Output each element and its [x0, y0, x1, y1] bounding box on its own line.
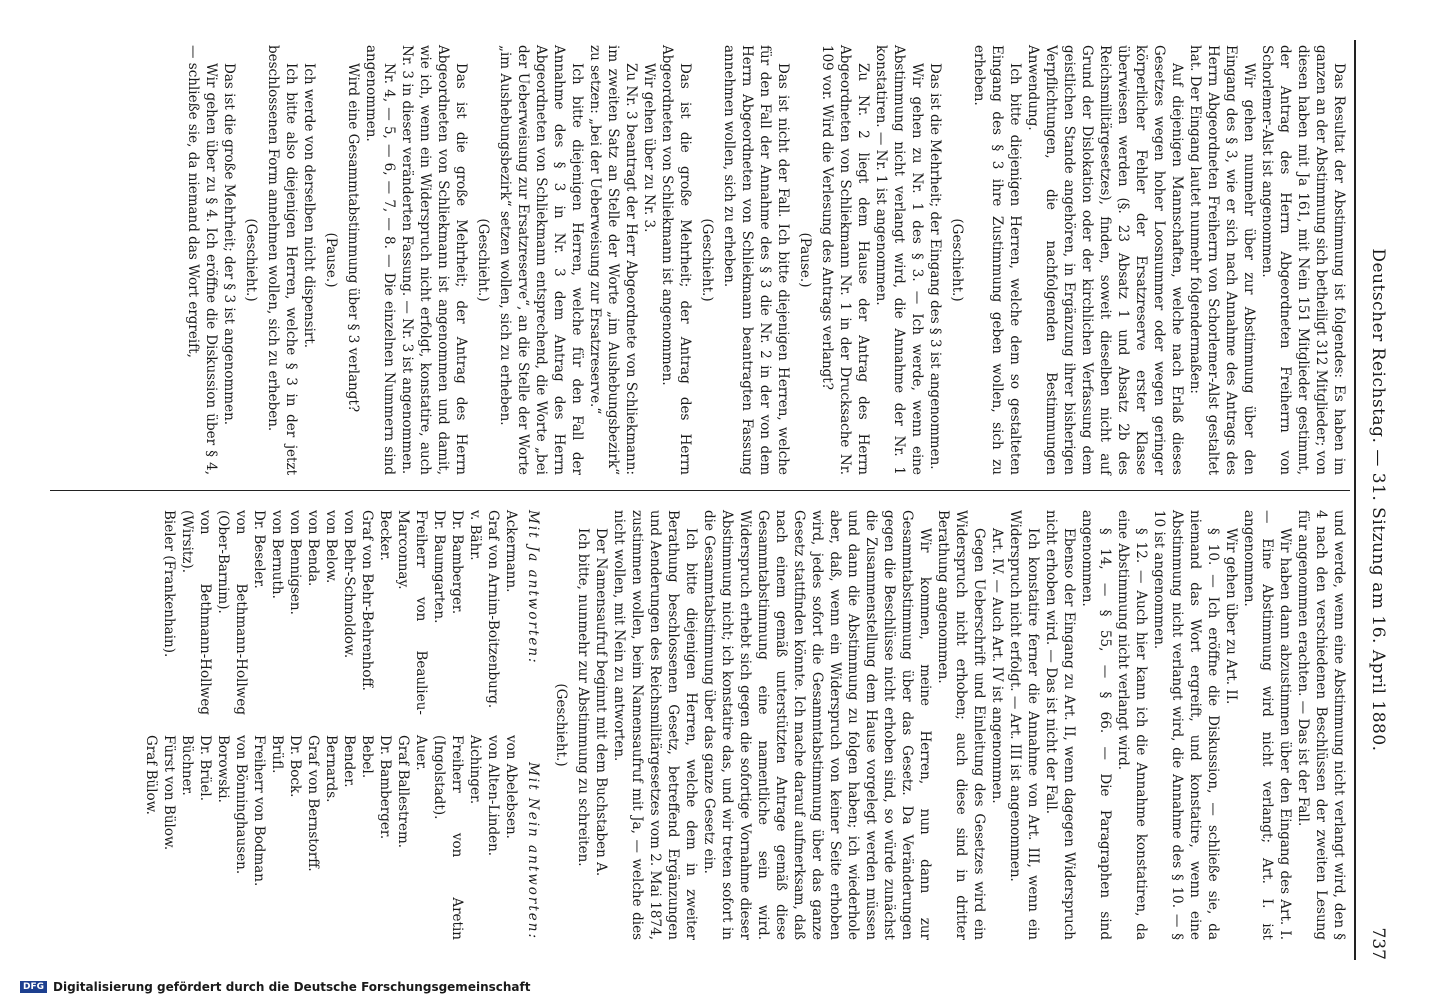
name-entry: Graf Ballestrem.: [395, 735, 411, 849]
name-entry: Dr. Bamberger.: [449, 510, 465, 615]
paragraph: Wird eine Gesammtabstimmung über § 3 verlangt?: [345, 63, 361, 413]
vote-yes-heading: Mit Ja antworten:: [525, 510, 541, 665]
name-entry: Bieler (Frankenhain).: [161, 510, 177, 658]
column-divider: [50, 490, 1350, 491]
yes-names-list: [142, 510, 520, 715]
name-entry: Bender.: [341, 735, 357, 788]
paragraph: Ich werde von derselben nicht dispensirt.: [301, 63, 317, 349]
paragraph: Ich bitte also diejenigen Herren, welche § 3 in der jetzt beschlossenen Form annehmen wollen, sich zu erheben.: [265, 45, 299, 475]
vote-headings: [524, 510, 542, 940]
paragraph: Wir gehen über zu § 4. Ich eröffne die Diskussion über § 4, — schließe sie, da niemand das Wort ergreift,: [185, 45, 219, 475]
paragraph: § 10. — Ich eröffne die Diskussion, — schließe sie, da niemand das Wort ergreift, und konstatire, wenn eine Abstimmung nicht verlangt wird, die Annahme des § 10. — § 10 ist angenommen.: [1151, 510, 1221, 940]
name-entry: Dr. Baumgarten.: [431, 510, 447, 624]
paragraph: Das ist die Mehrheit; der Eingang des § 3 ist angenommen.: [927, 63, 943, 470]
name-entry: Dr. Bock.: [287, 735, 303, 798]
paragraph: Ebenso der Eingang zu Art. II, wenn dagegen Widerspruch nicht erhoben wird. — Das ist nicht der Fall.: [1043, 510, 1077, 940]
paragraph: § 12. — Auch hier kann ich die Annahme konstatiren, da eine Abstimmung nicht verlangt wird.: [1115, 510, 1149, 940]
paragraph: Der Namensaufruf beginnt mit dem Buchstaben A.: [593, 528, 609, 877]
name-entry: von Bethmann-Hollweg (Ober-Barnim).: [215, 510, 249, 715]
paragraph: Ich bitte diejenigen Herren, welche für den Fall der Annahme des § 3 in Nr. 3 dem Antrag des Herrn Abgeordneten von Schliekmann entsprechend, die Worte „bei der Ueberweisung zur Ersatzreserve“, an die Stelle der Worte „im Aushebungsbezirk“ setzen wollen, sich zu erheben.: [497, 45, 585, 475]
name-entry: Fürst von Bülow.: [161, 735, 177, 851]
paragraph: Art. IV. — Auch Art. IV ist angenommen.: [989, 528, 1005, 804]
name-entry: von Bönninghausen.: [233, 735, 249, 875]
name-entry: Graf von Bernstorff.: [305, 735, 321, 872]
stage-direction: (Geschieht.): [553, 683, 569, 767]
paragraph: Das ist die große Mehrheit; der Antrag des Herrn Abgeordneten von Schliekmann ist angenommen und damit, wie ich, wenn ein Widerspruch nicht erfolgt, konstatire, auch Nr. 3 in dieser veränderten Fassung. — Nr. 3 ist angenommen.: [399, 45, 469, 475]
name-entry: von Bethmann-Hollweg (Wirsitz).: [179, 510, 213, 715]
name-entry: Dr. Beseler.: [251, 510, 267, 589]
footer-text: Digitalisierung gefördert durch die Deutsche Forschungsgemeinschaft: [53, 980, 531, 994]
paragraph: Ich bitte, nunmehr zur Abstimmung zu schreiten.: [575, 528, 591, 867]
paragraph: Das Resultat der Abstimmung ist folgendes: Es haben im ganzen an der Abstimmung sich betheiligt 312 Mitglieder; von diesen haben mit Ja 161, mit Nein 151 Mitglieder gestimmt, der Antrag des Herrn Abgeordneten Freiherrn von Schorlemer-Alst ist angenommen.: [1259, 45, 1347, 475]
paragraph: Wir haben dann abzustimmen über den Eingang des Art. I. — Eine Abstimmung wird nicht verlangt; Art. I. ist angenommen.: [1241, 510, 1293, 940]
paragraph: § 14, — § 55, — § 66. — Die Paragraphen sind angenommen.: [1079, 510, 1113, 940]
name-entry: Graf Bülow.: [143, 735, 159, 815]
name-entry: Aichinger.: [467, 735, 483, 805]
dfg-logo: DFG: [20, 981, 47, 993]
paragraph: Wir gehen über zu Nr. 3.: [641, 63, 657, 233]
paragraph: Zu Nr. 2 liegt dem Hause der Antrag des Herrn Abgeordneten von Schliekmann Nr. 1 in der Drucksache Nr. 109 vor. Wird die Verlesung des Antrags verlangt?: [819, 45, 871, 475]
paragraph: Wir gehen zu Nr. 1 des § 3. — Ich werde, wenn eine Abstimmung nicht verlangt wird, die Annahme der Nr. 1 konstatiren. — Nr. 1 ist angenommen.: [873, 45, 925, 475]
header-rule: [1354, 40, 1356, 960]
paragraph: Das ist nicht der Fall. Ich bitte diejenigen Herren, welche für den Fall der Annahme des § 3 die Nr. 2 in der von dem Herrn Abgeordneten von Schliekmann beantragten Fassung annehmen wollen, sich zu erheben.: [721, 45, 791, 475]
name-entry: von Alten-Linden.: [485, 735, 501, 857]
page-header: [1354, 40, 1388, 960]
vote-no-heading: Mit Nein antworten:: [525, 762, 541, 940]
name-entry: Graf von Arnim-Boitzenburg.: [485, 510, 501, 709]
page-number: 737: [1368, 927, 1388, 960]
paragraph: Wir gehen nunmehr über zur Abstimmung über den Eingang des § 3, wie er sich nach Annahme des Antrags des Herrn Abgeordneten Freiherrn von Schorlemer-Alst gestaltet hat. Der Eingang lautet nunmehr folgendermaßen:: [1187, 45, 1257, 475]
name-entry: Bebel.: [359, 735, 375, 779]
name-entry: Freiherr von Aretin (Ingolstadt).: [431, 735, 465, 940]
quoted-text: Auf diejenigen Mannschaften, welche nach Erlaß dieses Gesetzes wegen hoher Loosnummer oder wegen geringer körperlicher Fehler der Ersatzreserve erster Klasse überwiesen werden (§. 23 Absatz 1 und Absatz 2b des Reichsmilitärgesetzes), finden, soweit dieselben nicht auf Grund der Dislokation oder der kirchlichen Verfassung dem geistlichen Stande angehören, in Ergänzung ihrer bisherigen Verpflichtungen, die nachfolgenden Bestimmungen Anwendung.: [1025, 45, 1185, 475]
name-entry: Becker.: [377, 510, 393, 561]
name-entry: Freiherr von Bodman.: [251, 735, 267, 887]
name-entry: von Benda.: [305, 510, 321, 587]
name-entry: Dr. Bamberger.: [377, 735, 393, 840]
paragraph: Wir kommen, meine Herren, nun dann zur Gesammtabstimmung über das Gesetz. Da Veränderungen gegen die Beschlüsse nicht erhoben sind, so würde zunächst die Zusammenstellung dem Hause vorgelegt werden müssen und dann die Abstimmung zu folgen haben; ich wiederhole aber, daß, wenn ein Widerspruch von keiner Seite erhoben wird, jedes sofort die Gesammtabstimmung über das ganze Gesetz stattfinden könnte. Ich mache darauf aufmerksam, daß nach einem gemäß unterstützten Antrage gemäß diese Gesammtabstimmung eine namentliche sein wird. Widerspruch erhebt sich gegen die sofortige Vornahme dieser Abstimmung nicht; ich konstatire das, und wir treten sofort in die Gesammtabstimmung über das ganze Gesetz ein.: [701, 510, 933, 940]
paragraph: Ich bitte diejenigen Herren, welche dem so gestalteten Eingang des § 3 ihre Zustimmung geben wollen, sich zu erheben.: [971, 45, 1023, 475]
name-entry: von Bernuth.: [269, 510, 285, 599]
name-entry: von Behr-Schmoldow.: [341, 510, 357, 659]
name-entry: von Below.: [323, 510, 339, 584]
paragraph: Nr. 4, — 5, — 6, — 7, — 8. — Die einzelnen Nummern sind angenommen.: [363, 45, 397, 475]
name-entry: v. Bähr.: [467, 510, 483, 561]
right-column: [142, 510, 1348, 940]
stage-direction: (Pause.): [323, 232, 339, 288]
paragraph: Wir gehen über zu Art. II.: [1223, 528, 1239, 705]
name-entry: Brüfl.: [269, 735, 285, 774]
name-entry: von Abelebsen.: [503, 735, 519, 839]
stage-direction: (Geschieht.): [949, 218, 965, 302]
name-entry: Ackermann.: [503, 510, 519, 593]
paragraph: Ich bitte diejenigen Herren, welche dem in zweiter Berathung beschlossenen Gesetz, betreffend Ergänzungen und Aenderungen des Reichsmilitärgesetzes vom 2. Mai 1874, zustimmen wollen, beim Namensaufruf mit Ja, — welche dies nicht wollen, mit Nein zu antworten.: [611, 510, 699, 940]
paragraph: Zu Nr. 3 beantragt der Herr Abgeordnete von Schliekmann: im zweiten Satz an Stelle der Worte „im Aushebungsbezirk“ zu setzen: „bei der Ueberweisung zur Ersatzreserve.“: [587, 45, 639, 475]
no-names-list: [142, 735, 520, 940]
paragraph: und werde, wenn eine Abstimmung nicht verlangt wird, den § 4 nach den verschiedenen Beschlüssen der zweiten Lesung für angenommen erachten. — Das ist der Fall.: [1295, 510, 1347, 940]
vote-lists: [142, 510, 520, 940]
paragraph: Das ist die große Mehrheit; der § 3 ist angenommen.: [221, 63, 237, 426]
digitization-footer: [20, 980, 530, 994]
page-title: Deutscher Reichstag. — 31. Sitzung am 16. April 1880.: [1368, 248, 1388, 752]
stage-direction: (Geschieht.): [475, 218, 491, 302]
stage-direction: (Geschieht.): [243, 218, 259, 302]
name-entry: Büchner.: [179, 735, 195, 796]
name-entry: Auer.: [413, 735, 429, 771]
stage-direction: (Pause.): [797, 232, 813, 288]
left-column: [184, 45, 1348, 475]
paragraph: Das ist die große Mehrheit; der Antrag des Herrn Abgeordneten von Schliekmann ist angenommen.: [659, 45, 693, 475]
name-entry: Graf von Behr-Behrenhoff.: [359, 510, 375, 691]
stage-direction: (Geschieht.): [699, 218, 715, 302]
name-entry: von Bennigsen.: [287, 510, 303, 615]
paragraph: Ich konstatire ferner die Annahme von Art. III, wenn ein Widerspruch nicht erfolgt. — Art. III ist angenommen.: [1007, 510, 1041, 940]
name-entry: Freiherr von Beaulieu-Marconnay.: [395, 510, 429, 715]
paragraph: Gegen Ueberschrift und Einleitung des Gesetzes wird ein Widerspruch nicht erhoben; auch diese sind in dritter Berathung angenommen.: [935, 510, 987, 940]
name-entry: Borowski.: [215, 735, 231, 803]
name-entry: Dr. Brüel.: [197, 735, 213, 802]
name-entry: Bernards.: [323, 735, 339, 803]
